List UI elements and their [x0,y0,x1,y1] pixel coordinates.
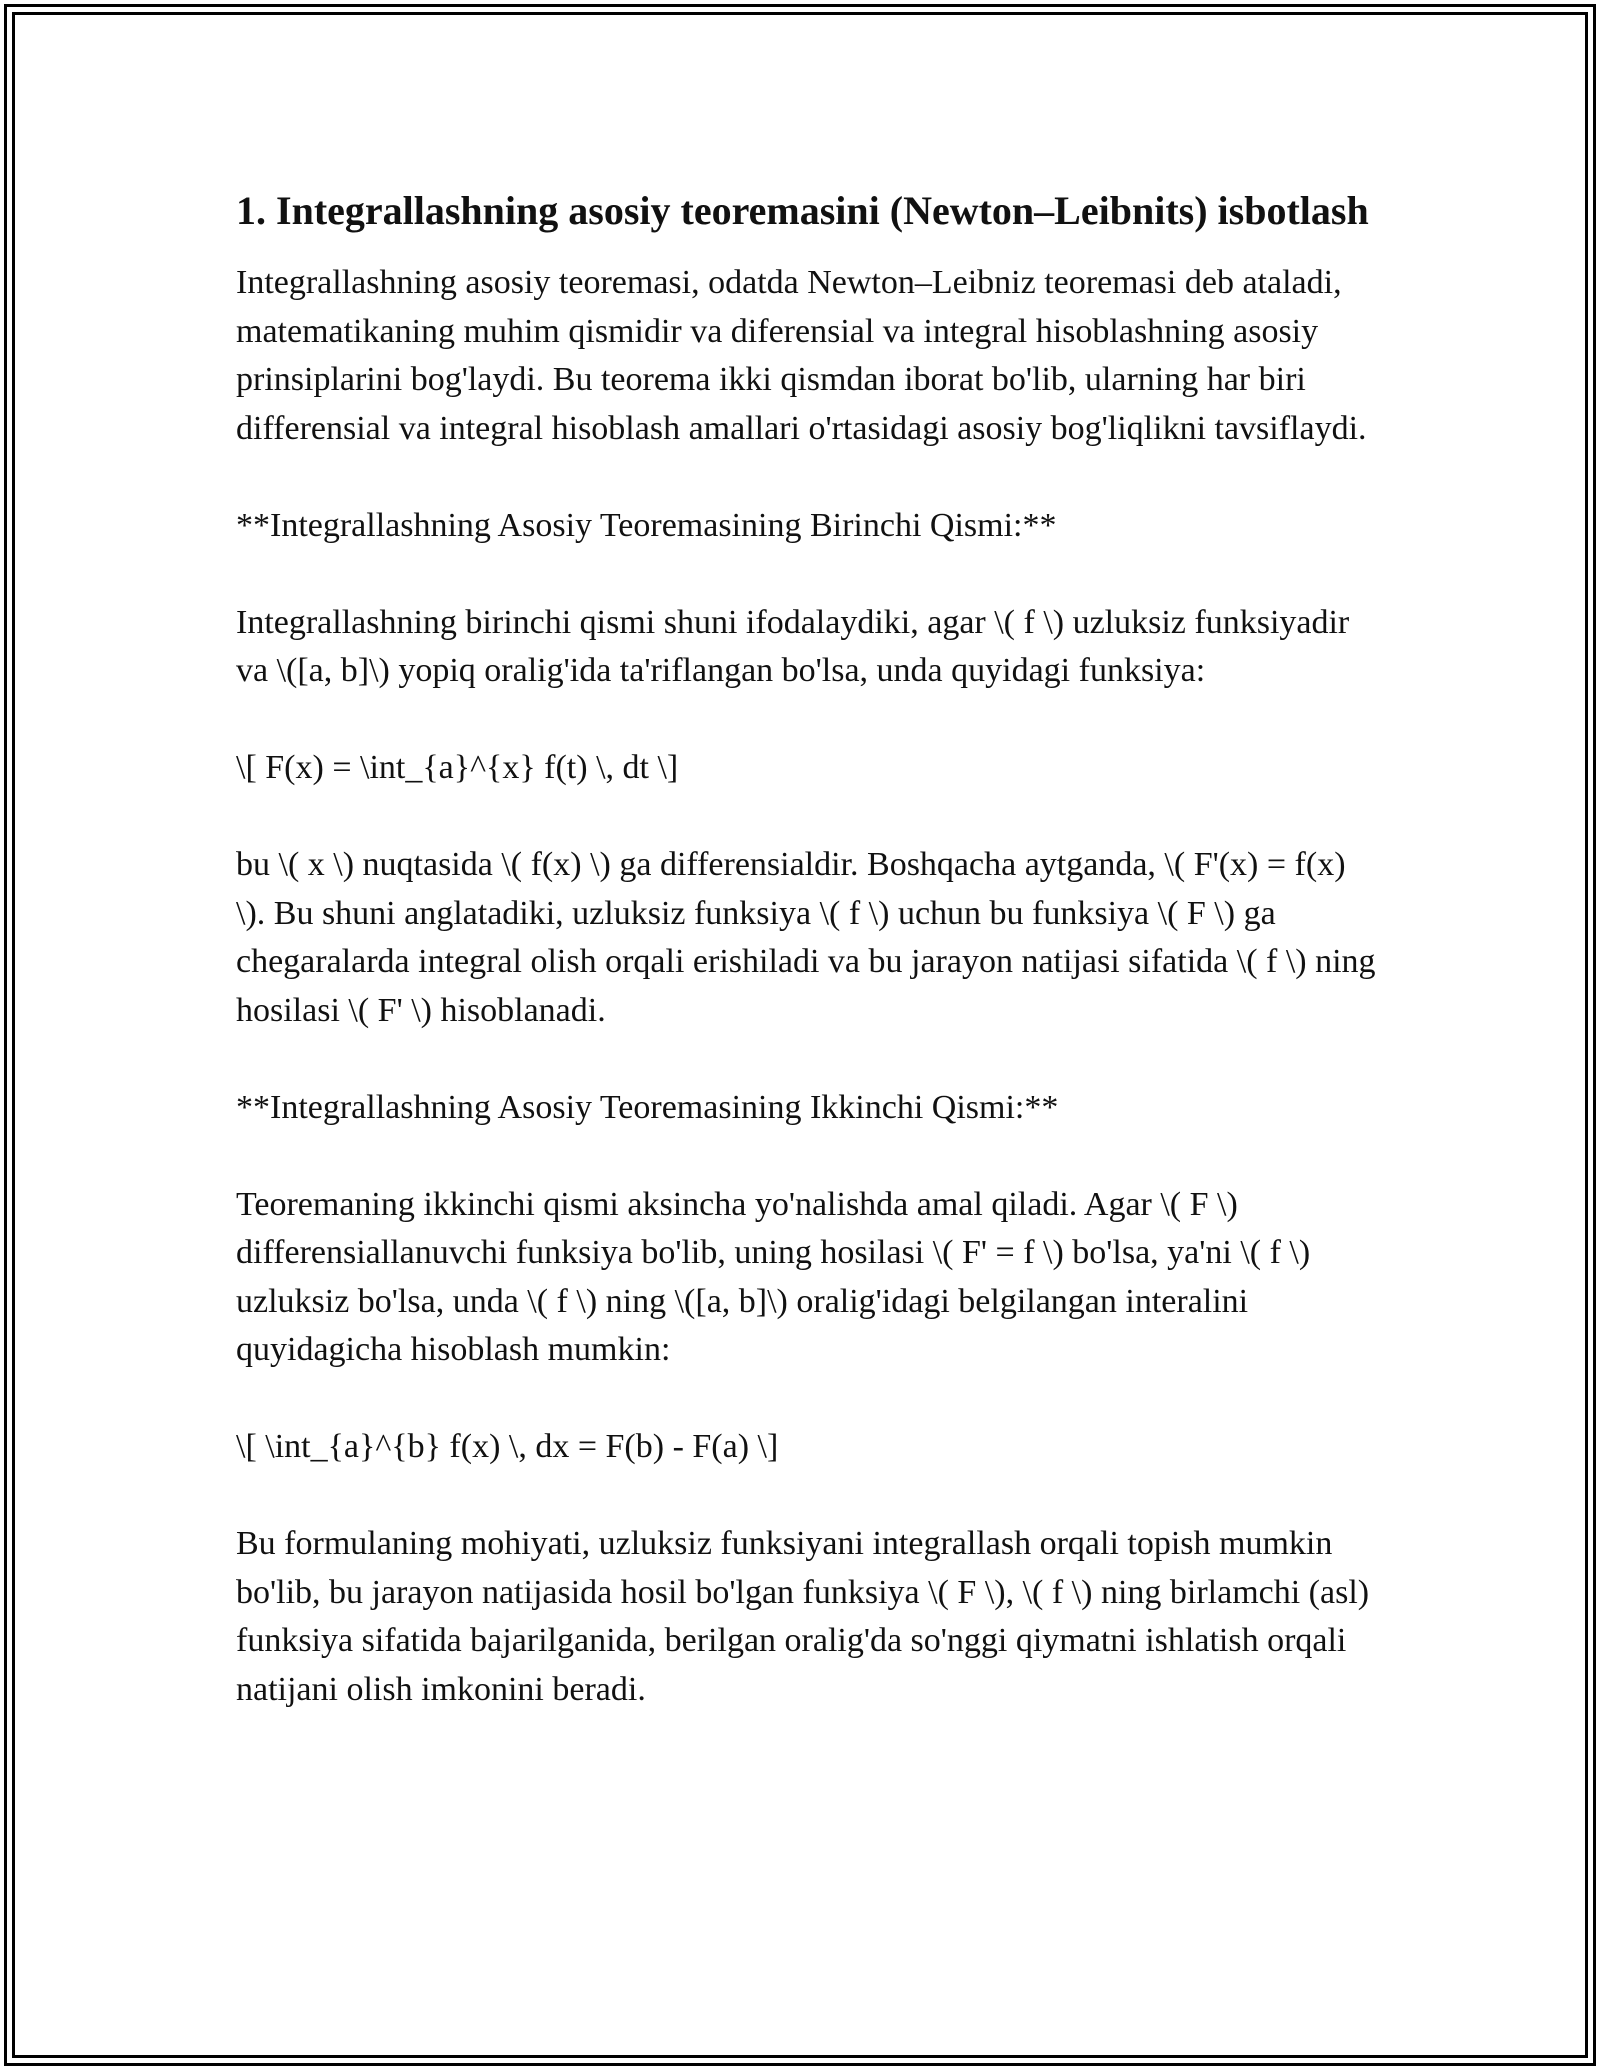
paragraph-intro: Integrallashning asosiy teoremasi, odatda Newton–Leibniz teoremasi deb ataladi, matematikaning muhim qismidir va diferensial va integral hisoblashning asosiy prinsiplarini bog'laydi. Bu teorema ikki qismdan iborat bo'lib, ularning har biri differensial va integral hisoblash amallari o'rtasidagi asosiy bog'liqlikni tavsiflaydi. [236,264,1367,447]
paragraph-conclusion: Bu formulaning mohiyati, uzluksiz funksiyani integrallash orqali topish mumkin bo'lib, bu jarayon natijasida hosil bo'lgan funksiya \( F \), \( f \) ning birlamchi (asl) funksiya sifatida bajarilganida, berilgan oralig'da so'nggi qiymatni ishlatish orqali natijani olish imkonini beradi. [236,1525,1370,1708]
document-title: 1. Integrallashning asosiy teoremasini (Newton–Leibnits) isbotlash [236,188,1369,233]
formula-antiderivative: \[ F(x) = \int_{a}^{x} f(t) \, dt \] [236,749,679,786]
paragraph-part-two: Teoremaning ikkinchi qismi aksincha yo'nalishda amal qiladi. Agar \( F \) differensiallanuvchi funksiya bo'lib, uning hosilasi \( F' = f \) bo'lsa, ya'ni \( f \) uzluksiz bo'lsa, unda \( f \) ning \([a, b]\) oralig'idagi belgilangan interalini quyidagicha hisoblash mumkin: [236,1185,1311,1368]
section-heading-part-two: **Integrallashning Asosiy Teoremasining Ikkinchi Qismi:** [236,1088,1059,1126]
paragraph-derivative: bu \( x \) nuqtasida \( f(x) \) ga differensialdir. Boshqacha aytganda, \( F'(x) = f(x) \). Bu shuni anglatadiki, uzluksiz funksiya \( f \) uchun bu funksiya \( F \) ga chegaralarda integral olish orqali erishiladi va bu jarayon natijasi sifatida \( f \) ning hosilasi \( F' \) hisoblanadi. [236,846,1376,1029]
document-body [236,184,1376,1763]
formula-definite-integral: \[ \int_{a}^{b} f(x) \, dx = F(b) - F(a) \] [236,1428,779,1465]
section-heading-part-one: **Integrallashning Asosiy Teoremasining Birinchi Qismi:** [236,506,1057,544]
paragraph-part-one: Integrallashning birinchi qismi shuni ifodalaydiki, agar \( f \) uzluksiz funksiyadir va \([a, b]\) yopiq oralig'ida ta'riflangan bo'lsa, unda quyidagi funksiya: [236,603,1350,689]
